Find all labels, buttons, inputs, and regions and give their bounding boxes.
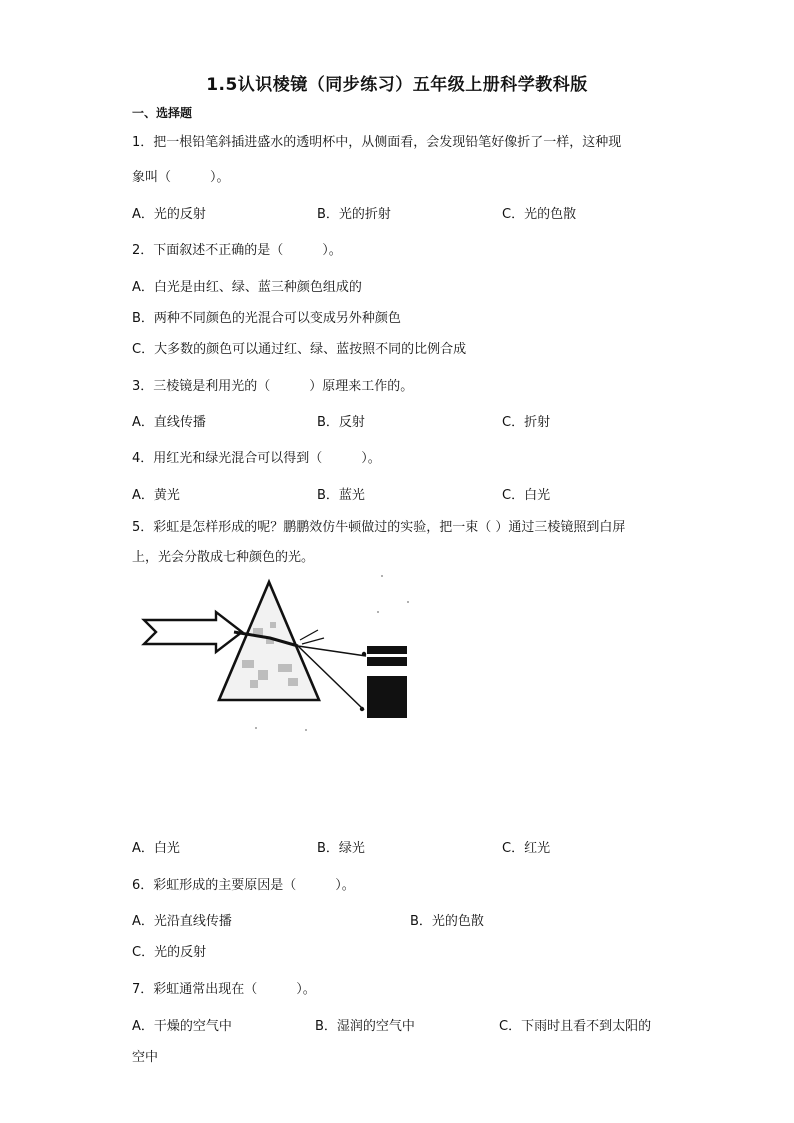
question-2-option-a[interactable]: A．白光是由红、绿、蓝三种颜色组成的 xyxy=(132,280,362,295)
question-5-stem-line-1: 5．彩虹是怎样形成的呢？鹏鹏效仿牛顿做过的实验，把一束（ ）通过三棱镜照到白屏 xyxy=(132,520,626,535)
question-2-option-c[interactable]: C．大多数的颜色可以通过红、绿、蓝按照不同的比例合成 xyxy=(132,342,467,357)
question-4-option-a[interactable]: A．黄光 xyxy=(132,488,180,503)
ray-end-dot xyxy=(360,707,364,711)
question-1-option-b[interactable]: B．光的折射 xyxy=(317,207,391,222)
question-6-option-b[interactable]: B．光的色散 xyxy=(410,914,484,929)
question-7-option-c[interactable]: C．下雨时且看不到太阳的 xyxy=(499,1019,652,1034)
section-heading: 一、选择题 xyxy=(132,106,193,120)
question-3-stem: 3．三棱镜是利用光的（ ）原理来工作的。 xyxy=(132,379,414,394)
question-5-option-b[interactable]: B．绿光 xyxy=(317,841,365,856)
question-2-option-b[interactable]: B．两种不同颜色的光混合可以变成另外种颜色 xyxy=(132,311,401,326)
incoming-light-arrow xyxy=(144,612,242,652)
question-3-option-a[interactable]: A．直线传播 xyxy=(132,415,206,430)
question-4-option-c[interactable]: C．白光 xyxy=(502,488,551,503)
page-title: 1.5认识棱镜（同步练习）五年级上册科学教科版 xyxy=(206,75,588,95)
question-7-option-c-continued: 空中 xyxy=(132,1050,159,1065)
question-3-option-b[interactable]: B．反射 xyxy=(317,415,365,430)
question-7-stem: 7．彩虹通常出现在（ ）。 xyxy=(132,982,316,997)
ray-end-dot xyxy=(362,652,366,656)
question-1-stem-line-1: 1．把一根铅笔斜插进盛水的透明杯中，从侧面看，会发现铅笔好像折了一样，这种现 xyxy=(132,135,622,150)
question-3-option-c[interactable]: C．折射 xyxy=(502,415,551,430)
dispersed-ray-short-2 xyxy=(302,638,324,644)
question-1-option-c[interactable]: C．光的色散 xyxy=(502,207,577,222)
question-4-stem: 4．用红光和绿光混合可以得到（ ）。 xyxy=(132,451,381,466)
question-5-option-c[interactable]: C．红光 xyxy=(502,841,551,856)
dispersed-ray-short-1 xyxy=(300,630,318,640)
question-7-option-a[interactable]: A．干燥的空气中 xyxy=(132,1019,232,1034)
dispersed-ray-upper xyxy=(298,646,366,656)
question-5-stem-line-2: 上，光会分散成七种颜色的光。 xyxy=(132,550,315,565)
question-6-option-a[interactable]: A．光沿直线传播 xyxy=(132,914,232,929)
question-7-option-b[interactable]: B．湿润的空气中 xyxy=(315,1019,415,1034)
question-1-stem-line-2: 象叫（ ）。 xyxy=(132,170,230,185)
question-6-option-c[interactable]: C．光的反射 xyxy=(132,945,207,960)
question-4-option-b[interactable]: B．蓝光 xyxy=(317,488,365,503)
question-1-option-a[interactable]: A．光的反射 xyxy=(132,207,206,222)
screen-lower xyxy=(367,676,407,718)
prism-diagram xyxy=(138,568,438,738)
screen-stripe xyxy=(367,654,407,657)
question-5-option-a[interactable]: A．白光 xyxy=(132,841,180,856)
question-6-stem: 6．彩虹形成的主要原因是（ ）。 xyxy=(132,878,355,893)
question-2-stem: 2．下面叙述不正确的是（ ）。 xyxy=(132,243,342,258)
